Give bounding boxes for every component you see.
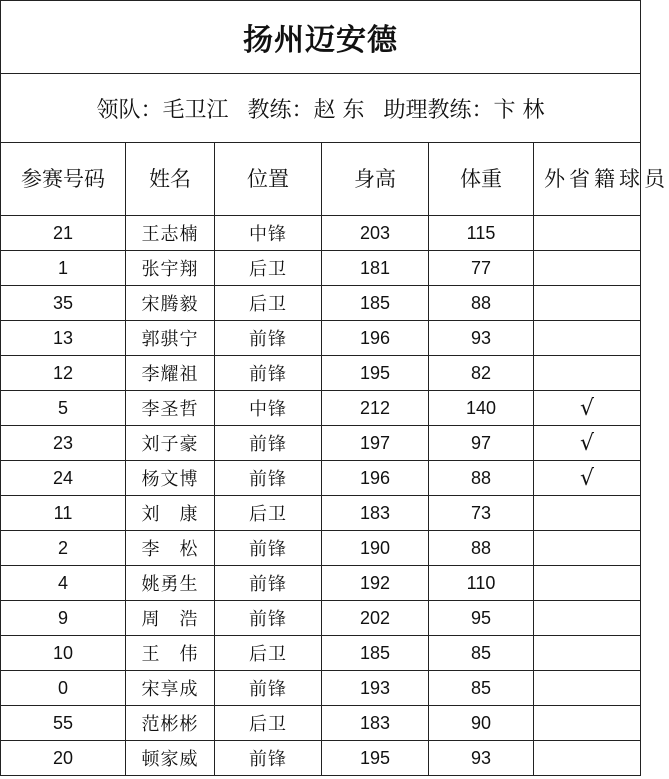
cell-number: 21 [1,216,126,251]
cell-weight: 97 [429,426,534,461]
cell-weight: 95 [429,601,534,636]
table-row [1,566,641,601]
leader-name: 毛卫江 [162,97,229,123]
cell-height: 197 [322,426,429,461]
cell-number: 2 [1,531,126,566]
cell-out-of-province-check [534,321,641,356]
header-name: 姓名 [126,143,215,216]
cell-weight: 82 [429,356,534,391]
cell-position: 后卫 [215,286,322,321]
cell-number: 1 [1,251,126,286]
cell-number: 55 [1,706,126,741]
cell-name: 宋腾毅 [126,286,215,321]
cell-name: 李圣哲 [126,391,215,426]
cell-number: 11 [1,496,126,531]
assistant-label: 助理教练：卞 林 [383,97,545,123]
cell-number: 4 [1,566,126,601]
cell-position: 后卫 [215,636,322,671]
cell-height: 190 [322,531,429,566]
cell-height: 196 [322,461,429,496]
cell-out-of-province-check [534,706,641,741]
cell-position: 前锋 [215,531,322,566]
cell-weight: 115 [429,216,534,251]
cell-name: 李耀祖 [126,356,215,391]
cell-height: 196 [322,321,429,356]
table-row [1,741,641,776]
cell-out-of-province-check [534,601,641,636]
table-row [1,426,641,461]
cell-out-of-province-check [534,531,641,566]
cell-number: 24 [1,461,126,496]
cell-name: 范彬彬 [126,706,215,741]
cell-weight: 85 [429,636,534,671]
staff-info [1,74,641,143]
cell-weight: 110 [429,566,534,601]
header-out-of-province: 外省籍球员 [534,143,641,216]
cell-weight: 93 [429,741,534,776]
cell-height: 185 [322,636,429,671]
cell-position: 后卫 [215,251,322,286]
cell-out-of-province-check [534,496,641,531]
cell-position: 前锋 [215,356,322,391]
header-number: 参赛号码 [1,143,126,216]
cell-name: 姚勇生 [126,566,215,601]
table-row [1,496,641,531]
table-row [1,706,641,741]
table-row [1,321,641,356]
table-row [1,531,641,566]
leader-label: 领队：毛卫江 [96,97,229,123]
table-row [1,286,641,321]
table-row [1,636,641,671]
header-position: 位置 [215,143,322,216]
table-row [1,461,641,496]
cell-height: 183 [322,496,429,531]
cell-height: 195 [322,741,429,776]
cell-out-of-province-check: √ [534,391,641,426]
cell-height: 203 [322,216,429,251]
cell-name: 杨文博 [126,461,215,496]
cell-out-of-province-check [534,251,641,286]
cell-weight: 93 [429,321,534,356]
cell-height: 183 [322,706,429,741]
cell-out-of-province-check [534,216,641,251]
cell-position: 前锋 [215,671,322,706]
cell-weight: 88 [429,286,534,321]
cell-position: 前锋 [215,601,322,636]
cell-position: 前锋 [215,461,322,496]
cell-number: 10 [1,636,126,671]
cell-weight: 85 [429,671,534,706]
cell-position: 前锋 [215,426,322,461]
cell-out-of-province-check: √ [534,426,641,461]
cell-position: 中锋 [215,216,322,251]
cell-name: 王志楠 [126,216,215,251]
cell-number: 20 [1,741,126,776]
cell-name: 郭骐宁 [126,321,215,356]
cell-height: 202 [322,601,429,636]
table-row [1,671,641,706]
cell-weight: 73 [429,496,534,531]
cell-position: 前锋 [215,321,322,356]
staff-row [1,74,641,143]
cell-name: 李 松 [126,531,215,566]
cell-weight: 88 [429,531,534,566]
cell-out-of-province-check: √ [534,461,641,496]
cell-weight: 77 [429,251,534,286]
cell-name: 刘 康 [126,496,215,531]
table-row [1,601,641,636]
cell-name: 周 浩 [126,601,215,636]
cell-name: 王 伟 [126,636,215,671]
cell-position: 中锋 [215,391,322,426]
cell-weight: 88 [429,461,534,496]
cell-number: 5 [1,391,126,426]
cell-number: 0 [1,671,126,706]
cell-number: 35 [1,286,126,321]
cell-out-of-province-check [534,636,641,671]
cell-weight: 90 [429,706,534,741]
cell-number: 13 [1,321,126,356]
cell-out-of-province-check [534,286,641,321]
cell-weight: 140 [429,391,534,426]
header-weight: 体重 [429,143,534,216]
cell-height: 192 [322,566,429,601]
table-row [1,391,641,426]
table-row [1,216,641,251]
header-row [1,143,641,216]
team-title: 扬州迈安德 [1,1,641,74]
table-row [1,251,641,286]
cell-out-of-province-check [534,671,641,706]
cell-out-of-province-check [534,356,641,391]
cell-position: 后卫 [215,496,322,531]
cell-name: 张宇翔 [126,251,215,286]
title-row [1,1,641,74]
cell-height: 181 [322,251,429,286]
table-row [1,356,641,391]
cell-height: 185 [322,286,429,321]
cell-position: 前锋 [215,741,322,776]
cell-position: 前锋 [215,566,322,601]
cell-name: 宋享成 [126,671,215,706]
cell-number: 12 [1,356,126,391]
cell-out-of-province-check [534,566,641,601]
cell-number: 9 [1,601,126,636]
cell-height: 212 [322,391,429,426]
coach-name: 赵 东 [313,97,365,123]
cell-name: 刘子豪 [126,426,215,461]
header-height: 身高 [322,143,429,216]
cell-height: 193 [322,671,429,706]
cell-number: 23 [1,426,126,461]
cell-name: 顿家威 [126,741,215,776]
cell-height: 195 [322,356,429,391]
coach-label: 教练：赵 东 [247,97,365,123]
cell-out-of-province-check [534,741,641,776]
cell-position: 后卫 [215,706,322,741]
assistant-name: 卞 林 [493,97,545,123]
